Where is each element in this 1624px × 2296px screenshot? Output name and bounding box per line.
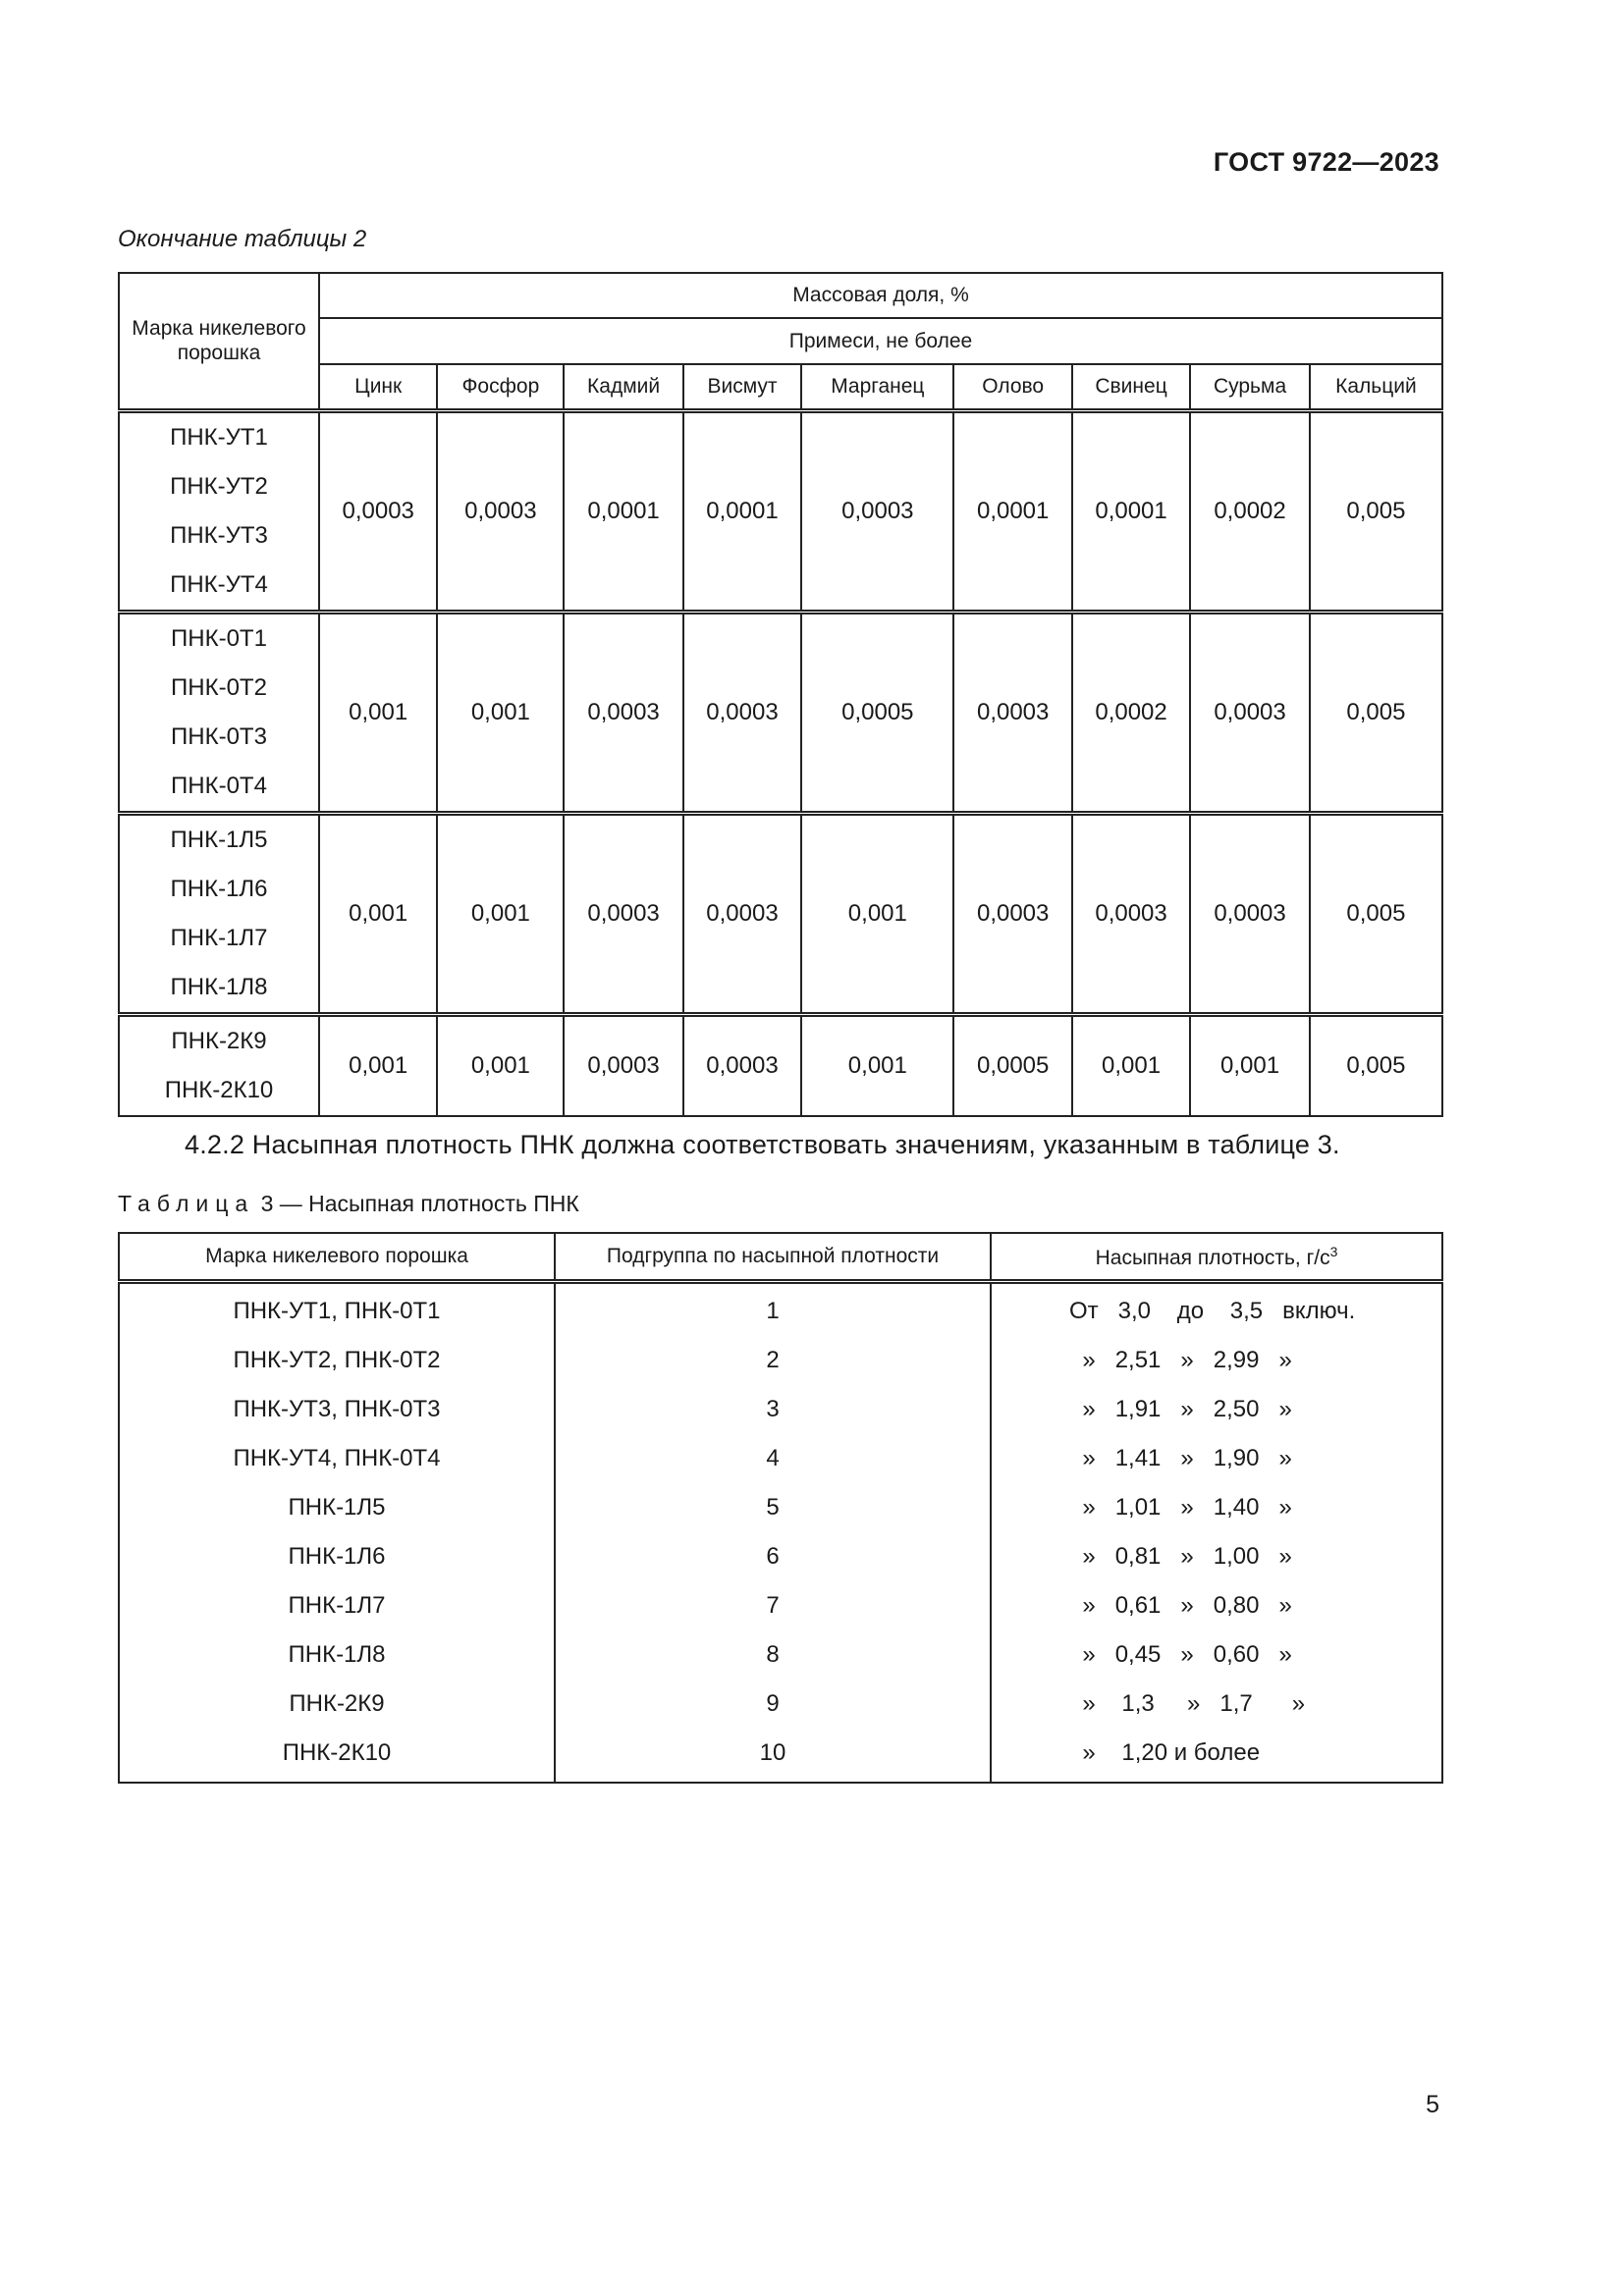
powder-mark: ПНК-1Л8 <box>170 973 268 1000</box>
density-cell <box>991 1729 1442 1783</box>
impurity-value: 0,001 <box>319 1014 437 1116</box>
impurity-value: 0,0005 <box>801 612 953 813</box>
density-range: » 0,61 » 0,80 » <box>1069 1592 1292 1619</box>
table-3 <box>118 1232 1443 1784</box>
impurity-column-header: Кадмий <box>564 364 682 410</box>
impurity-value: 0,0003 <box>683 813 801 1014</box>
powder-mark: ПНК-0Т2 <box>171 673 267 701</box>
density-range: » 1,20 и более <box>1069 1739 1261 1766</box>
mass-fraction-header: Массовая доля, % <box>319 273 1442 318</box>
density-cell <box>991 1581 1442 1630</box>
impurity-value: 0,0003 <box>683 612 801 813</box>
table-row <box>119 1282 1442 1337</box>
impurity-value: 0,005 <box>1310 612 1442 813</box>
impurity-column-header: Кальций <box>1310 364 1442 410</box>
density-cell <box>991 1630 1442 1680</box>
impurity-value: 0,001 <box>437 612 564 813</box>
powder-mark: ПНК-1Л7 <box>170 924 268 951</box>
powder-mark: ПНК-1Л5 <box>119 1483 555 1532</box>
subgroup-number: 9 <box>555 1680 991 1729</box>
impurity-value: 0,001 <box>319 612 437 813</box>
page-number: 5 <box>1426 2091 1439 2118</box>
powder-marks-cell <box>119 1014 319 1116</box>
t3-subgroup-header: Подгруппа по насыпной плотности <box>555 1233 991 1282</box>
density-range: От 3,0 до 3,5 включ. <box>1069 1298 1356 1324</box>
table3-caption-word: Таблица <box>118 1191 255 1216</box>
impurity-value: 0,0003 <box>1072 813 1190 1014</box>
powder-mark: ПНК-УТ1 <box>170 423 268 451</box>
powder-mark: ПНК-0Т1 <box>171 624 267 652</box>
impurity-value: 0,0003 <box>953 813 1071 1014</box>
impurity-value: 0,0003 <box>564 813 682 1014</box>
impurity-value: 0,0003 <box>564 1014 682 1116</box>
powder-mark: ПНК-УТ4, ПНК-0Т4 <box>119 1434 555 1483</box>
impurity-value: 0,0003 <box>953 612 1071 813</box>
powder-mark: ПНК-1Л6 <box>119 1532 555 1581</box>
impurity-value: 0,005 <box>1310 410 1442 612</box>
subgroup-number: 10 <box>555 1729 991 1783</box>
impurity-value: 0,001 <box>319 813 437 1014</box>
impurity-column-header: Олово <box>953 364 1071 410</box>
t3-density-header <box>991 1233 1442 1282</box>
impurity-value: 0,005 <box>1310 1014 1442 1116</box>
density-cell <box>991 1434 1442 1483</box>
t3-mark-header: Марка никелевого порошка <box>119 1233 555 1282</box>
impurity-value: 0,0005 <box>953 1014 1071 1116</box>
impurity-value: 0,001 <box>1190 1014 1310 1116</box>
powder-mark: ПНК-0Т3 <box>171 722 267 750</box>
density-range: » 1,91 » 2,50 » <box>1069 1396 1292 1422</box>
powder-mark: ПНК-УТ3 <box>170 521 268 549</box>
subgroup-number: 4 <box>555 1434 991 1483</box>
impurity-value: 0,0003 <box>564 612 682 813</box>
density-range: » 2,51 » 2,99 » <box>1069 1347 1292 1373</box>
density-range: » 1,3 » 1,7 » <box>1069 1690 1306 1717</box>
table-row <box>119 1729 1442 1783</box>
subgroup-number: 7 <box>555 1581 991 1630</box>
density-cell <box>991 1680 1442 1729</box>
impurity-value: 0,0002 <box>1072 612 1190 813</box>
table-2 <box>118 272 1443 1117</box>
impurity-column-header: Свинец <box>1072 364 1190 410</box>
paragraph-4-2-2: 4.2.2 Насыпная плотность ПНК должна соответствовать значениям, указанным в таблице 3. <box>185 1130 1340 1159</box>
powder-mark: ПНК-1Л8 <box>119 1630 555 1680</box>
density-cell <box>991 1282 1442 1337</box>
table-row <box>119 1014 1442 1116</box>
table-row <box>119 410 1442 612</box>
powder-marks-cell <box>119 612 319 813</box>
powder-mark: ПНК-2К9 <box>171 1027 267 1054</box>
impurity-column-header: Сурьма <box>1190 364 1310 410</box>
impurity-value: 0,001 <box>437 813 564 1014</box>
table2-caption: Окончание таблицы 2 <box>118 226 367 252</box>
powder-mark: ПНК-УТ2, ПНК-0Т2 <box>119 1336 555 1385</box>
impurity-value: 0,001 <box>437 1014 564 1116</box>
density-cell <box>991 1336 1442 1385</box>
powder-mark: ПНК-1Л6 <box>170 875 268 902</box>
impurity-column-header: Марганец <box>801 364 953 410</box>
density-range: » 0,81 » 1,00 » <box>1069 1543 1292 1570</box>
powder-mark: ПНК-2К9 <box>119 1680 555 1729</box>
powder-mark: ПНК-2К10 <box>164 1076 274 1103</box>
impurity-value: 0,0001 <box>1072 410 1190 612</box>
density-range: » 1,41 » 1,90 » <box>1069 1445 1292 1471</box>
subgroup-number: 6 <box>555 1532 991 1581</box>
powder-mark: ПНК-1Л7 <box>119 1581 555 1630</box>
powder-mark: ПНК-1Л5 <box>170 826 268 853</box>
subgroup-number: 3 <box>555 1385 991 1434</box>
impurity-value: 0,001 <box>801 1014 953 1116</box>
subgroup-number: 8 <box>555 1630 991 1680</box>
powder-mark: ПНК-УТ1, ПНК-0Т1 <box>119 1282 555 1337</box>
impurity-value: 0,0003 <box>1190 612 1310 813</box>
powder-marks-cell <box>119 813 319 1014</box>
powder-mark: ПНК-УТ3, ПНК-0Т3 <box>119 1385 555 1434</box>
table-row <box>119 1385 1442 1434</box>
impurity-value: 0,005 <box>1310 813 1442 1014</box>
impurity-value: 0,0001 <box>564 410 682 612</box>
impurity-column-header: Висмут <box>683 364 801 410</box>
density-cell <box>991 1385 1442 1434</box>
impurity-value: 0,001 <box>801 813 953 1014</box>
impurity-value: 0,0003 <box>437 410 564 612</box>
impurity-value: 0,0001 <box>683 410 801 612</box>
subgroup-number: 1 <box>555 1282 991 1337</box>
density-cell <box>991 1483 1442 1532</box>
impurity-value: 0,0003 <box>1190 813 1310 1014</box>
density-cell <box>991 1532 1442 1581</box>
t3-density-header-sup: 3 <box>1329 1243 1338 1259</box>
table-row <box>119 1630 1442 1680</box>
impurity-column-header: Цинк <box>319 364 437 410</box>
t3-density-header-text: Насыпная плотность, г/с <box>1095 1246 1330 1269</box>
mark-column-header: Марка никелевого порошка <box>119 273 319 410</box>
impurity-value: 0,0001 <box>953 410 1071 612</box>
table-row <box>119 813 1442 1014</box>
powder-mark: ПНК-УТ4 <box>170 570 268 598</box>
impurity-value: 0,0003 <box>683 1014 801 1116</box>
powder-marks-cell <box>119 410 319 612</box>
density-range: » 1,01 » 1,40 » <box>1069 1494 1292 1521</box>
table-row <box>119 612 1442 813</box>
table-row <box>119 1581 1442 1630</box>
impurity-value: 0,0003 <box>319 410 437 612</box>
impurity-value: 0,0002 <box>1190 410 1310 612</box>
impurities-header: Примеси, не более <box>319 318 1442 364</box>
table-row <box>119 1532 1442 1581</box>
powder-mark: ПНК-УТ2 <box>170 472 268 500</box>
table-row <box>119 1483 1442 1532</box>
impurity-column-header: Фосфор <box>437 364 564 410</box>
density-range: » 0,45 » 0,60 » <box>1069 1641 1292 1668</box>
table-row <box>119 1434 1442 1483</box>
table-row <box>119 1336 1442 1385</box>
table3-caption <box>118 1191 579 1217</box>
subgroup-number: 5 <box>555 1483 991 1532</box>
table3-caption-text: 3 — Насыпная плотность ПНК <box>254 1191 579 1216</box>
impurity-value: 0,001 <box>1072 1014 1190 1116</box>
subgroup-number: 2 <box>555 1336 991 1385</box>
powder-mark: ПНК-2К10 <box>119 1729 555 1783</box>
powder-mark: ПНК-0Т4 <box>171 772 267 799</box>
table-row <box>119 1680 1442 1729</box>
impurity-value: 0,0003 <box>801 410 953 612</box>
document-code: ГОСТ 9722—2023 <box>1213 147 1439 177</box>
